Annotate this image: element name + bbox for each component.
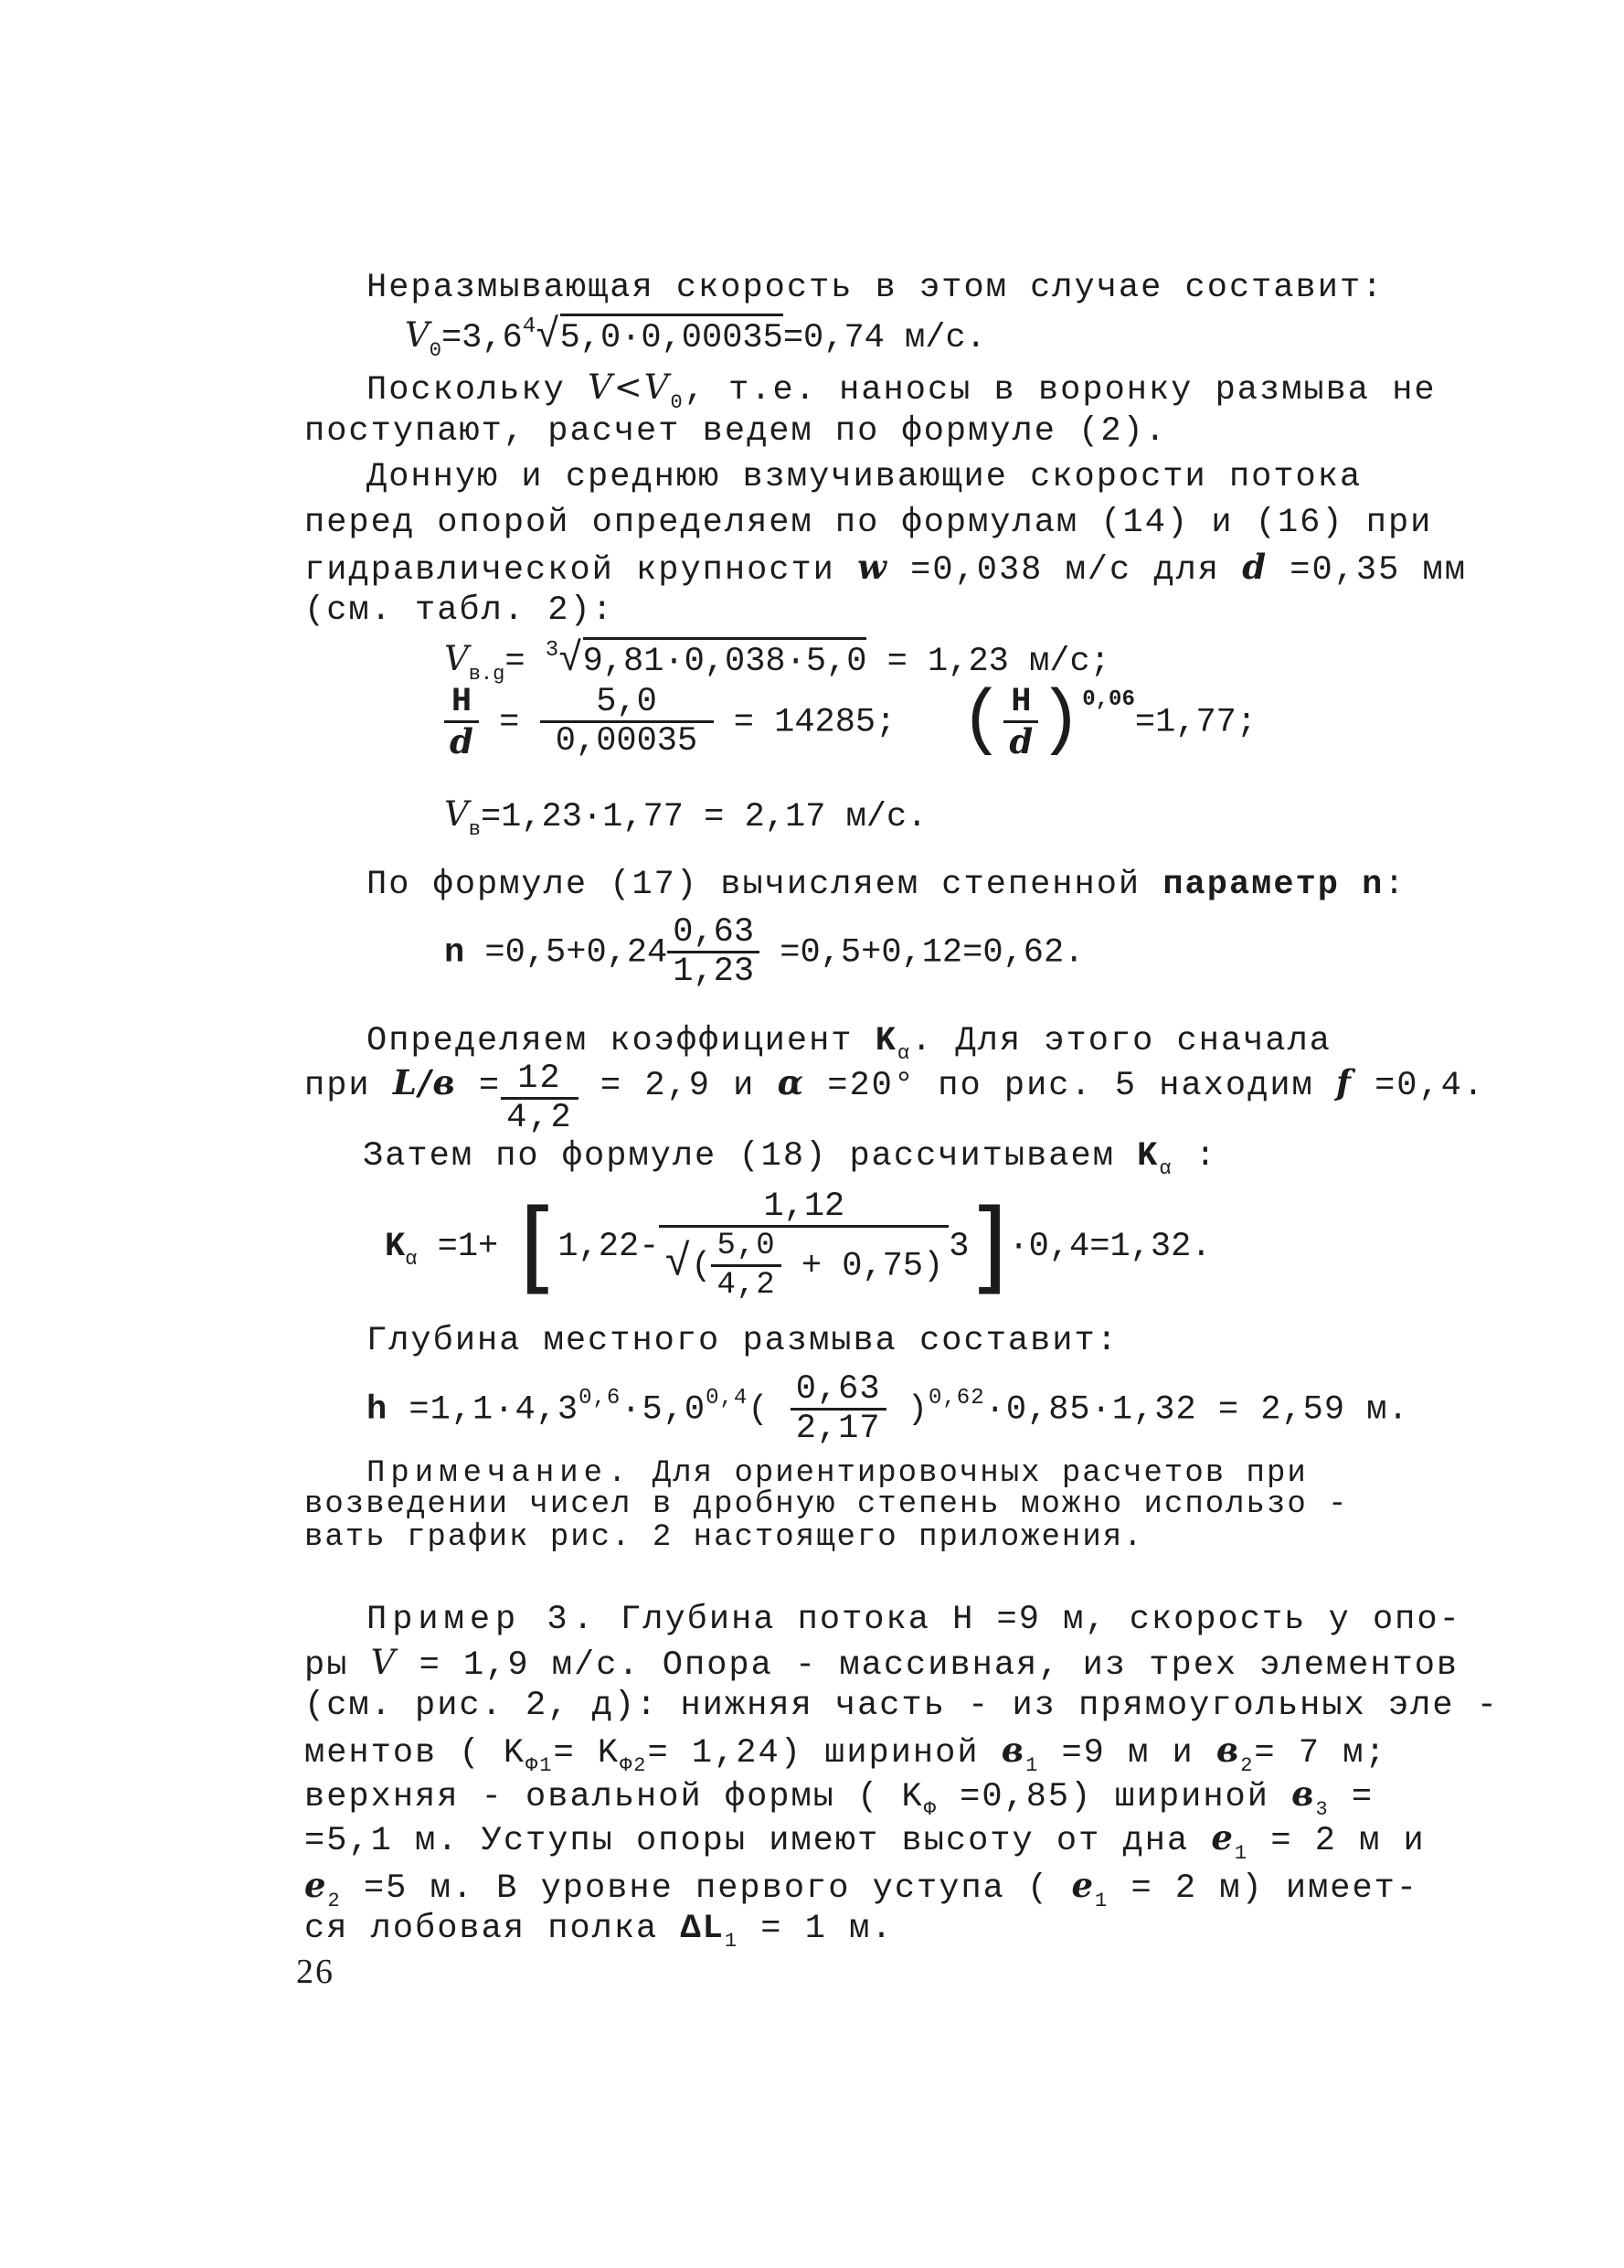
formula-subscript: 0	[429, 339, 441, 362]
formula-subscript: 1	[724, 1930, 739, 1953]
radicand: 9,81·0,038·5,0	[583, 637, 867, 682]
text-line: поступают, расчет ведем по формуле (2).	[304, 412, 1167, 451]
fraction-denominator: √( $\frac{5,0}{4,2}$ + 0,75)	[664, 1229, 944, 1303]
text-span: = 2 м и	[1248, 1822, 1426, 1860]
note-line: вать график рис. 2 настоящего приложения.	[304, 1520, 1144, 1555]
text-span: = K	[553, 1734, 621, 1773]
formula-vbg	[444, 637, 1110, 686]
fraction-denominator: 4,2	[506, 1099, 573, 1137]
text-span: ры	[304, 1646, 371, 1685]
formula-symbol: f	[1335, 1062, 1353, 1102]
text-span: =0,038 м/с для	[887, 551, 1243, 590]
formula-symbol: e	[304, 1865, 328, 1905]
formula-subscript: 1	[1095, 1890, 1109, 1912]
bracket-open: [	[518, 1187, 558, 1304]
text-span: Затем по формуле (18) рассчитываем	[363, 1137, 1138, 1176]
formula-result: =1,23·1,77 = 2,17 м/с.	[480, 798, 928, 836]
radical-sign: √	[558, 637, 583, 683]
text-span: :	[1384, 866, 1406, 904]
formula-subscript: Ф2	[620, 1754, 648, 1777]
formula-n	[444, 914, 1084, 990]
formula-subscript: Ф1	[525, 1754, 554, 1777]
root-index: 4	[522, 314, 536, 339]
formula-text: =1+	[417, 1227, 519, 1266]
exponent: 3	[949, 1227, 970, 1266]
text-span: гидравлической крупности	[304, 551, 858, 590]
fraction-numerator: 12	[501, 1060, 578, 1100]
text-span: = 1,24) шириной	[647, 1734, 1002, 1773]
formula-symbol: n	[444, 933, 465, 973]
formula-text: =1,1·4,3	[387, 1390, 579, 1430]
text-span: Для ориентировочных расчетов при	[632, 1456, 1308, 1491]
formula-text: =	[478, 703, 540, 742]
radicand: 5,0·0,00035	[560, 314, 783, 358]
text-span: ментов ( K	[304, 1734, 526, 1773]
formula-symbol: V<V	[588, 367, 671, 407]
text-span: Глубина потока H =9 м, скорость у опо-	[598, 1601, 1461, 1639]
text-line	[304, 1059, 1486, 1138]
fraction	[791, 1371, 886, 1447]
fraction-numerator: 0,63	[791, 1371, 886, 1411]
exponent: 0,6	[578, 1386, 621, 1411]
formula-subscript: 1	[1025, 1754, 1040, 1777]
exponent: 0,62	[929, 1386, 985, 1411]
formula-subscript: α	[897, 1042, 912, 1065]
fraction-numerator: 5,0	[540, 684, 714, 723]
formula-result: ·0,85·1,32 = 2,59 м.	[984, 1390, 1409, 1430]
fraction-denominator: 0,00035	[555, 722, 698, 761]
formula-symbol: в	[1215, 1730, 1241, 1770]
formula-result: = 14285;	[713, 703, 897, 742]
formula-symbol: w	[857, 547, 888, 587]
formula-text: =	[504, 643, 546, 681]
formula-vb	[444, 794, 927, 841]
fraction-denominator: 4,2	[716, 1268, 776, 1303]
text-span: ся лобовая полка	[304, 1910, 681, 1948]
text-line: (см. рис. 2, д): нижняя часть - из прямоугольных эле -	[304, 1687, 1499, 1725]
text-span: =	[456, 1067, 502, 1105]
formula-h	[366, 1371, 1409, 1447]
text-span-bold: параметр n	[1162, 866, 1385, 904]
text-span: =5 м. В уровне первого уступа (	[341, 1869, 1072, 1908]
fraction	[659, 1188, 949, 1304]
formula-subscript: 1	[1234, 1842, 1249, 1865]
formula-text: (	[748, 1390, 791, 1430]
exponent: 0,06	[1082, 687, 1135, 713]
formula-subscript: 2	[1240, 1754, 1255, 1777]
text-line	[304, 1773, 1374, 1821]
formula-symbol: e	[1071, 1865, 1096, 1905]
formula-text: =3,6	[440, 319, 523, 357]
formula-subscript: в.g	[468, 663, 505, 686]
text-line	[366, 367, 1437, 414]
formula-symbol: K	[385, 1227, 406, 1266]
formula-text: + 0,75)	[780, 1247, 944, 1286]
text-span: , т.е. наносы в воронку размыва не	[684, 371, 1437, 410]
text-span: =9 м и	[1039, 1734, 1216, 1773]
text-line	[304, 1909, 894, 1953]
fraction	[667, 914, 759, 990]
text-span: =0,35 мм	[1268, 551, 1467, 590]
root-index: 3	[545, 638, 559, 663]
text-line	[304, 1865, 1418, 1912]
example-label: Пример 3.	[366, 1601, 599, 1639]
text-span: Определяем коэффициент	[366, 1022, 876, 1060]
formula-result: ·0,4=1,32.	[1008, 1227, 1212, 1266]
text-span: верхняя - овальной формы ( K	[304, 1778, 924, 1816]
formula-subscript: 0	[670, 391, 685, 414]
formula-v0	[405, 314, 986, 362]
fraction-numerator: H	[1003, 684, 1038, 723]
formula-symbol: K	[875, 1022, 897, 1060]
text-line: перед опорой определяем по формулам (14) и (16) при	[304, 504, 1433, 542]
fraction-numerator: 0,63	[667, 914, 759, 953]
text-span: =0,4.	[1352, 1067, 1486, 1105]
fraction-denominator: 1,23	[673, 953, 755, 991]
text-span: =20° по рис. 5 находим	[805, 1067, 1336, 1105]
text-line: Глубина местного размыва составит:	[366, 1322, 1119, 1360]
formula-subscript: α	[1159, 1157, 1173, 1180]
formula-symbol: e	[1211, 1817, 1235, 1858]
fraction-denominator: 2,17	[795, 1410, 881, 1448]
formula-text: =0,5+0,24	[464, 933, 668, 973]
formula-hd	[444, 679, 1258, 763]
text-span: = 2,9 и	[578, 1067, 778, 1105]
text-span: = 1,9 м/с. Опора - массивная, из трех элементов	[397, 1646, 1459, 1685]
text-span: Поскольку	[366, 371, 589, 410]
note-line: возведении чисел в дробную степень можно использо -	[304, 1487, 1349, 1522]
formula-text: )	[886, 1390, 929, 1430]
text-line: Неразмывающая скорость в этом случае составит:	[366, 269, 1385, 307]
formula-symbol: в	[1001, 1730, 1026, 1770]
fraction-numerator: H	[444, 684, 479, 723]
fraction	[501, 1060, 578, 1136]
formula-subscript: 2	[327, 1890, 342, 1912]
formula-text: 1,22-	[557, 1227, 660, 1266]
note-label: Примечание.	[366, 1456, 632, 1491]
formula-result: = 1,23 м/с;	[866, 643, 1110, 681]
radical-sign: √	[536, 314, 560, 359]
formula-symbol: V	[444, 794, 469, 834]
formula-subscript: Ф	[923, 1798, 938, 1821]
text-span: =5,1 м. Уступы опоры имеют высоту от дна	[304, 1822, 1212, 1860]
formula-symbol: α	[777, 1062, 806, 1102]
formula-result: =0,5+0,12=0,62.	[759, 933, 1085, 973]
bracket-close: ]	[969, 1187, 1009, 1304]
page-number: 26	[296, 1953, 334, 1991]
formula-result: =1,77;	[1134, 703, 1258, 742]
formula-symbol: L/в	[392, 1062, 457, 1102]
text-span: :	[1173, 1137, 1217, 1176]
text-line: Донную и среднюю взмучивающие скорости потока	[366, 458, 1363, 496]
formula-symbol: h	[366, 1390, 388, 1430]
text-line	[366, 1021, 1332, 1065]
paren-close: )	[1038, 679, 1083, 763]
fraction	[444, 684, 479, 760]
text-line	[363, 1136, 1217, 1180]
formula-subscript: α	[405, 1247, 418, 1271]
fraction-numerator: 5,0	[711, 1228, 780, 1267]
text-span: = 7 м;	[1254, 1734, 1387, 1773]
formula-subscript: в	[468, 818, 481, 841]
formula-text: ·5,0	[621, 1390, 706, 1430]
fraction-numerator: 1,12	[659, 1188, 949, 1228]
fraction	[540, 684, 714, 760]
formula-symbol: K	[1137, 1137, 1160, 1176]
text-span: =	[1329, 1778, 1375, 1816]
note-line	[366, 1456, 1308, 1491]
formula-symbol: V	[444, 639, 469, 678]
text-span: =0,85) шириной	[937, 1778, 1292, 1816]
text-line	[366, 1600, 1461, 1640]
formula-symbol: V	[405, 315, 430, 355]
fraction-denominator: d	[450, 721, 473, 761]
text-line	[304, 547, 1467, 591]
text-line	[304, 1817, 1426, 1865]
text-line	[366, 865, 1406, 905]
text-line: (см. табл. 2):	[304, 591, 614, 630]
fraction-denominator: d	[1009, 721, 1034, 761]
formula-subscript: 3	[1315, 1798, 1330, 1821]
formula-symbol: в	[1291, 1773, 1316, 1814]
text-span: . Для этого сначала	[911, 1022, 1332, 1060]
fraction	[711, 1228, 780, 1304]
exponent: 0,4	[706, 1386, 748, 1411]
text-span: = 1 м.	[738, 1910, 894, 1948]
formula-symbol: V	[370, 1643, 398, 1682]
formula-ka	[385, 1188, 1211, 1304]
text-span: при	[304, 1067, 393, 1105]
formula-symbol: ΔL	[680, 1910, 725, 1948]
formula-symbol: d	[1242, 547, 1268, 587]
text-span: = 2 м) имеет-	[1109, 1869, 1419, 1908]
paren-open: (	[960, 679, 1004, 763]
radical-sign: √	[664, 1239, 692, 1289]
formula-result: =0,74 м/с.	[782, 319, 986, 357]
text-line	[304, 1643, 1459, 1686]
text-span: По формуле (17) вычисляем степенной	[366, 866, 1163, 904]
fraction	[1003, 684, 1038, 760]
text-line	[304, 1730, 1387, 1777]
